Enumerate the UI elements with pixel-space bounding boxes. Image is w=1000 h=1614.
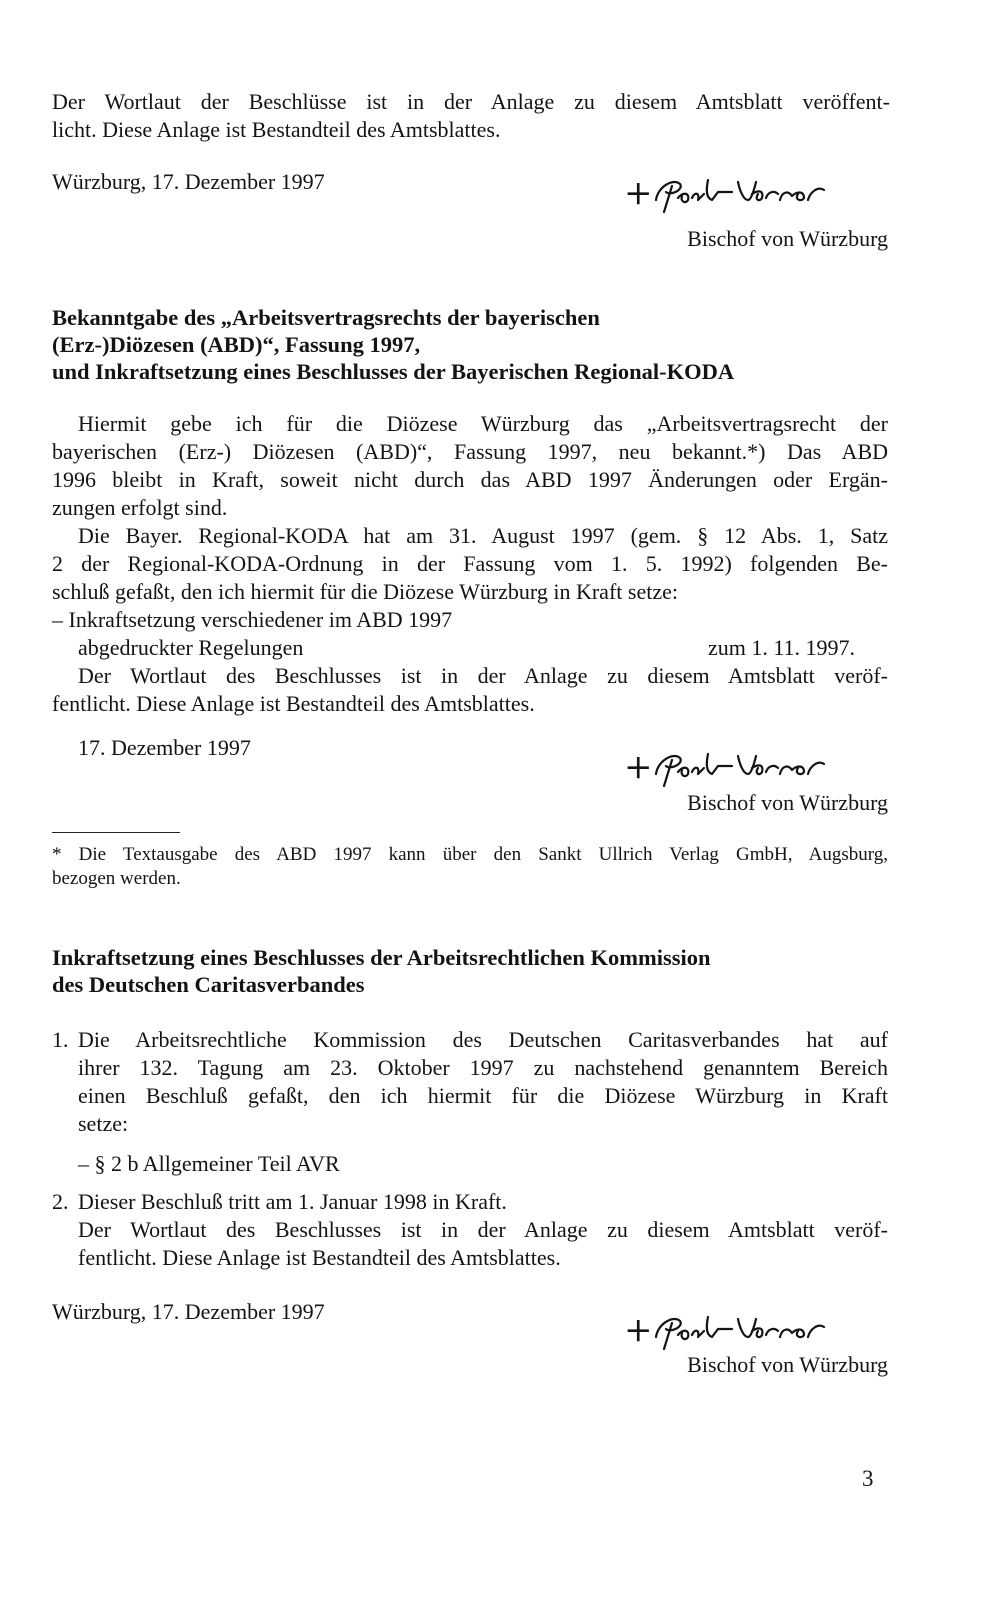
footnote-line2: bezogen werden.: [52, 868, 181, 889]
section3-heading-line1: Inkraftsetzung eines Beschlusses der Arbeitsrechtlichen Kommission: [52, 945, 711, 970]
section3-item2-line3: fentlicht. Diese Anlage ist Bestandteil des Amtsblattes.: [78, 1245, 561, 1270]
section2-heading-line3: und Inkraftsetzung eines Beschlusses der Bayerischen Regional-KODA: [52, 359, 735, 384]
section2-para3-line2: fentlicht. Diese Anlage ist Bestandteil des Amtsblattes.: [52, 691, 535, 716]
section2-signature: [612, 742, 912, 788]
section2-signer: Bischof von Würzburg: [687, 790, 888, 815]
section1-date: Würzburg, 17. Dezember 1997: [52, 169, 325, 194]
section1-signer: Bischof von Würzburg: [687, 226, 888, 251]
section2-para1-line1: Hiermit gebe ich für die Diözese Würzburg das „Arbeitsvertragsrecht der: [78, 411, 888, 436]
page-number: 3: [862, 1466, 874, 1491]
signature-graphic: [612, 1305, 912, 1351]
footnote-divider: [52, 832, 180, 833]
signature-graphic: [612, 742, 912, 788]
section3-item1-line1: Die Arbeitsrechtliche Kommission des Deutschen Caritasverbandes hat auf: [78, 1027, 888, 1052]
section2-heading-line2: (Erz-)Diözesen (ABD)“, Fassung 1997,: [52, 332, 421, 357]
section2-item-line2: abgedruckter Regelungen: [78, 635, 304, 660]
section3-date: Würzburg, 17. Dezember 1997: [52, 1299, 325, 1324]
section3-item1-line2: ihrer 132. Tagung am 23. Oktober 1997 zu nachstehend genanntem Bereich: [78, 1055, 888, 1080]
section2-para3-line1: Der Wortlaut des Beschlusses ist in der Anlage zu diesem Amtsblatt veröf-: [78, 663, 888, 688]
section2-para2-line3: schluß gefaßt, den ich hiermit für die Diözese Würzburg in Kraft setze:: [52, 579, 678, 604]
section2-para1-line2: bayerischen (Erz-) Diözesen (ABD)“, Fassung 1997, neu bekannt.*) Das ABD: [52, 439, 888, 464]
section3-item1-line3: einen Beschluß gefaßt, den ich hiermit für die Diözese Würzburg in Kraft: [78, 1083, 888, 1108]
footnote-line1: * Die Textausgabe des ABD 1997 kann über den Sankt Ullrich Verlag GmbH, Augsburg,: [52, 844, 888, 865]
section2-para1-line4: zungen erfolgt sind.: [52, 495, 228, 520]
section3-heading-line2: des Deutschen Caritasverbandes: [52, 972, 365, 997]
section2-para2-line1: Die Bayer. Regional-KODA hat am 31. August 1997 (gem. § 12 Abs. 1, Satz: [78, 523, 888, 548]
section3-item1-number: 1.: [52, 1027, 69, 1052]
svg-text:+: +: [624, 1310, 653, 1350]
section3-subitem: – § 2 b Allgemeiner Teil AVR: [78, 1151, 340, 1176]
section1-signature: [612, 168, 912, 214]
section1-line2: licht. Diese Anlage ist Bestandteil des Amtsblattes.: [52, 117, 501, 142]
section2-para2-line2: 2 der Regional-KODA-Ordnung in der Fassung vom 1. 5. 1992) folgenden Be-: [52, 551, 888, 576]
section2-item-date: zum 1. 11. 1997.: [708, 635, 856, 660]
section1-line1: Der Wortlaut der Beschlüsse ist in der Anlage zu diesem Amtsblatt veröffent-: [52, 89, 890, 114]
signature-graphic: [612, 168, 912, 214]
section3-item2-line2: Der Wortlaut des Beschlusses ist in der Anlage zu diesem Amtsblatt veröf-: [78, 1217, 888, 1242]
svg-text:+: +: [624, 747, 653, 787]
section3-signer: Bischof von Würzburg: [687, 1352, 888, 1377]
svg-text:+: +: [624, 173, 653, 213]
section2-heading-line1: Bekanntgabe des „Arbeitsvertragsrechts der bayerischen: [52, 305, 600, 330]
section3-item2-line1: Dieser Beschluß tritt am 1. Januar 1998 in Kraft.: [78, 1189, 507, 1214]
section3-item2-number: 2.: [52, 1189, 69, 1214]
section2-para1-line3: 1996 bleibt in Kraft, soweit nicht durch das ABD 1997 Änderungen oder Ergän-: [52, 467, 888, 492]
section3-item1-line4: setze:: [78, 1111, 129, 1136]
section3-signature: [612, 1305, 912, 1351]
section2-date: 17. Dezember 1997: [78, 735, 251, 760]
section2-item-line1: – Inkraftsetzung verschiedener im ABD 1997: [52, 607, 453, 632]
